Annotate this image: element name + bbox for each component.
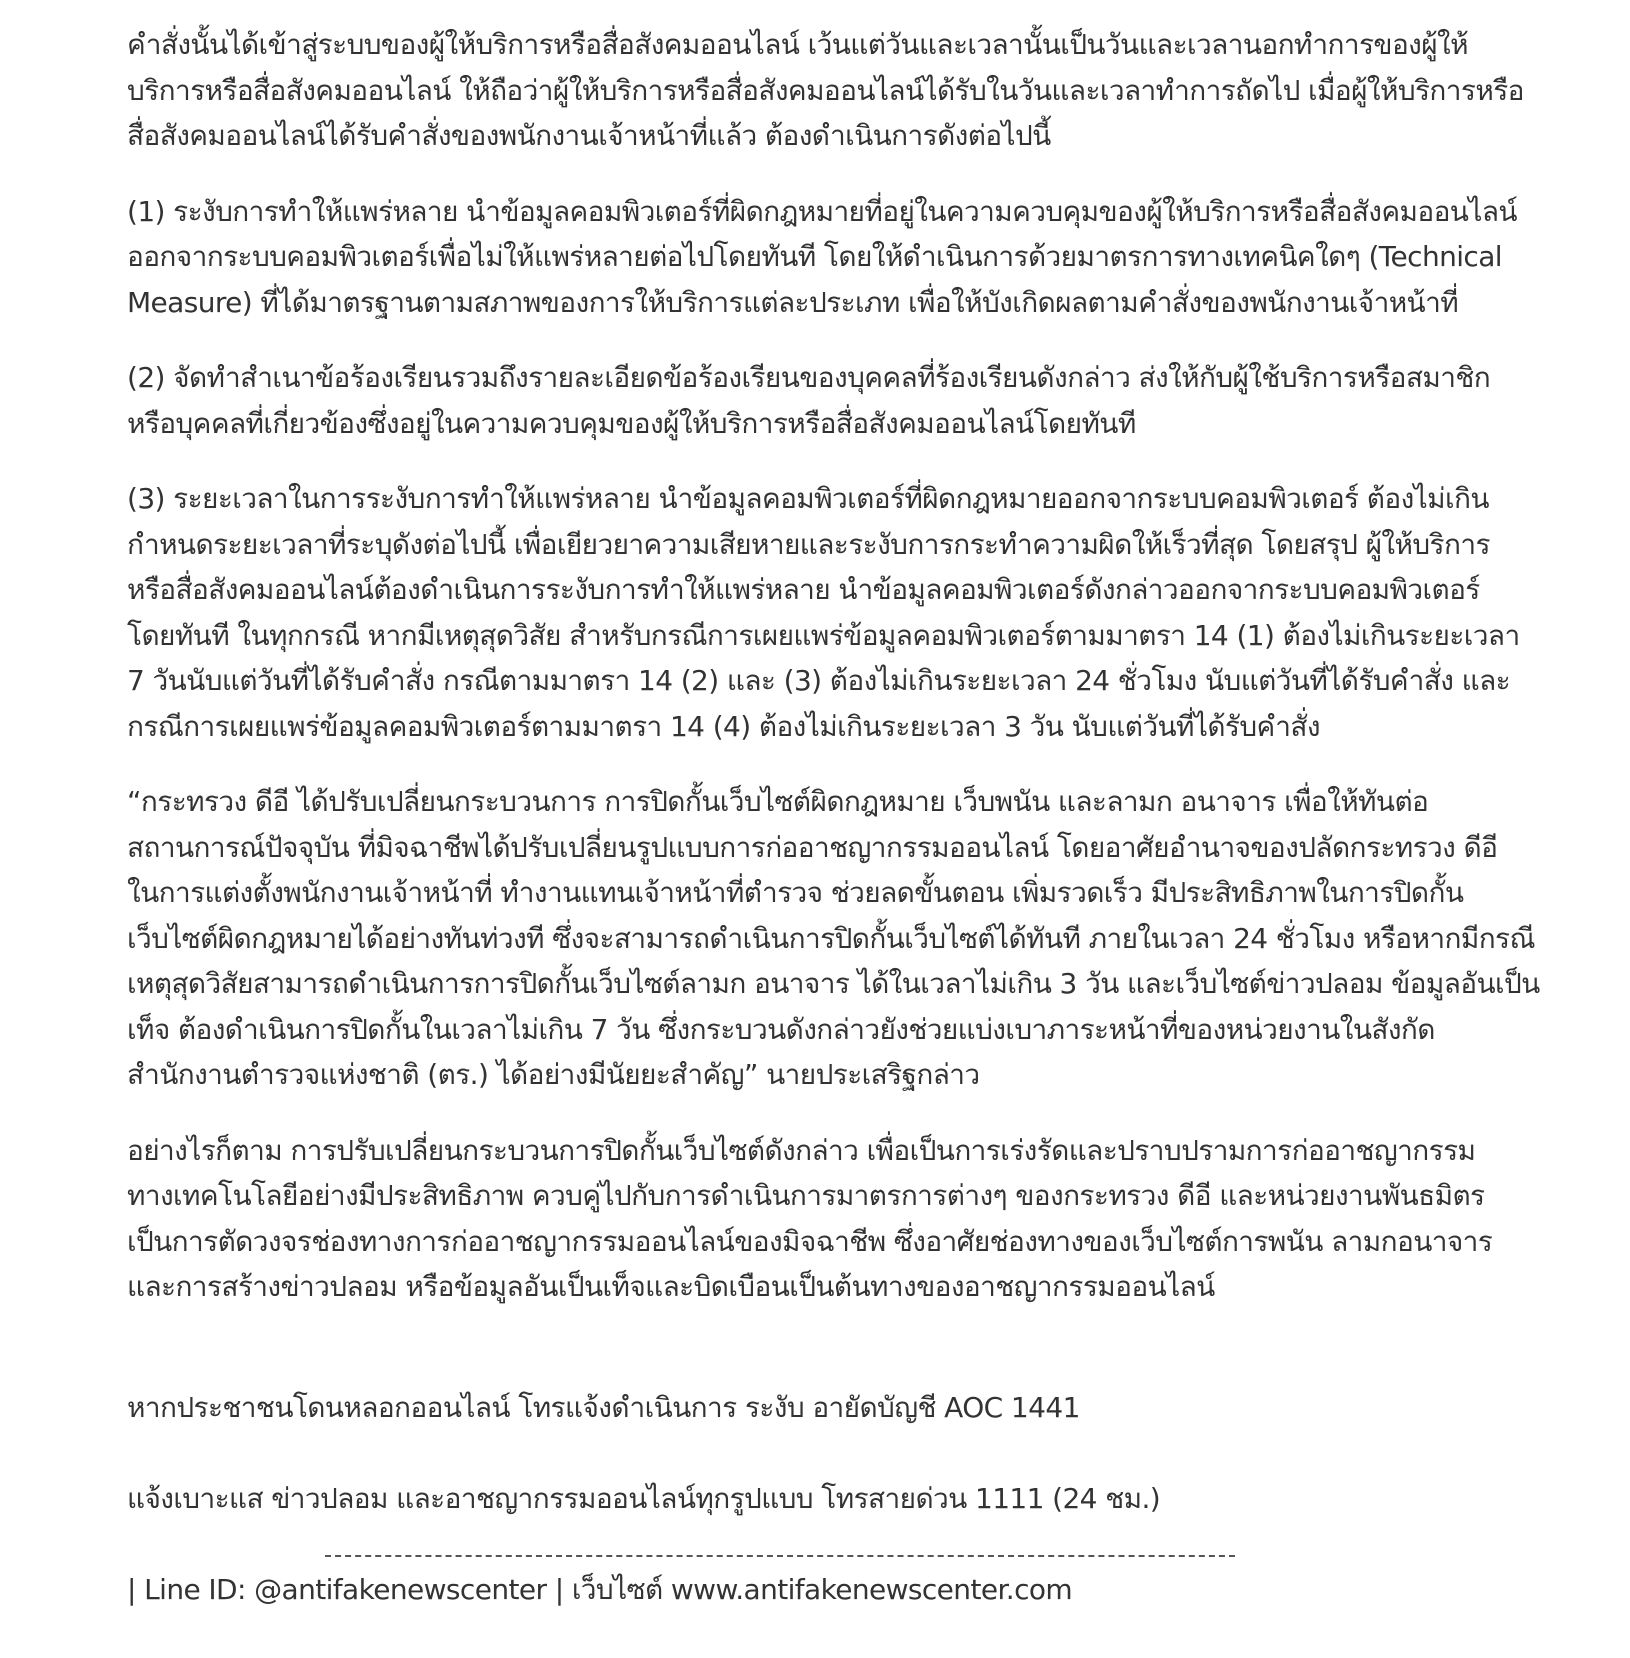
paragraph-quote: “กระทรวง ดีอี ได้ปรับเปลี่ยนกระบวนการ การปิดกั้นเว็บไซต์ผิดกฎหมาย เว็บพนัน และลามก อนาจาร เพื่อให้ทันต่อ สถานการณ์ปัจจุบัน ที่มิจฉาชีพได้ปรับเปลี่ยนรูปแบบการก่ออาชญากรรมออนไลน์ โดยอาศัยอำนาจของปลัดกระทรวง ดีอี ในการแต่งตั้งพนักงานเจ้าหน้าที่ ทำงานแทนเจ้าหน้าที่ตำรวจ ช่วยลดขั้นตอน เพิ่มรวดเร็ว มีประสิทธิภาพในการปิดกั้น เว็บไซต์ผิดกฎหมายได้อย่างทันท่วงที ซึ่งจะสามารถดำเนินการปิดกั้นเว็บไซต์ได้ทันที ภายในเวลา 24 ชั่วโมง หรือหากมีกรณี เหตุสุดวิสัยสามารถดำเนินการการปิดกั้นเว็บไซต์ลามก อนาจาร ได้ในเวลาไม่เกิน 3 วัน และเว็บไซต์ข่าวปลอม ข้อมูลอันเป็น เท็จ ต้องดำเนินการปิดกั้นในเวลาไม่เกิน 7 วัน ซึ่งกระบวนดังกล่าวยังช่วยแบ่งเบาภาระหน้าที่ของหน่วยงานในสังกัด สำนักงานตำรวจแห่งชาติ (ตร.) ได้อย่างมีนัยยะสำคัญ” นายประเสริฐกล่าว [127, 779, 1627, 1098]
contact-line-aoc: หากประชาชนโดนหลอกออนไลน์ โทรแจ้งดำเนินการ ระงับ อายัดบัญชี AOC 1441 [127, 1385, 1627, 1431]
paragraph-measure-1: (1) ระงับการทำให้แพร่หลาย นำข้อมูลคอมพิวเตอร์ที่ผิดกฎหมายที่อยู่ในความควบคุมของผู้ให้บริการหรือสื่อสังคมออนไลน์ ออกจากระบบคอมพิวเตอร์เพื่อไม่ให้แพร่หลายต่อไปโดยทันที โดยให้ดำเนินการด้วยมาตรการทางเทคนิคใดๆ (Technical Measure) ที่ได้มาตรฐานตามสภาพของการให้บริการแต่ละประเภท เพื่อให้บังเกิดผลตามคำสั่งของพนักงานเจ้าหน้าที่ [127, 189, 1627, 326]
contact-line-hotline: แจ้งเบาะแส ข่าวปลอม และอาชญากรรมออนไลน์ทุกรูปแบบ โทรสายด่วน 1111 (24 ชม.) [127, 1476, 1627, 1522]
dashed-divider [325, 1555, 1235, 1557]
contact-line-links: | Line ID: @antifakenewscenter | เว็บไซต์ www.antifakenewscenter.com [127, 1567, 1627, 1613]
paragraph-summary: อย่างไรก็ตาม การปรับเปลี่ยนกระบวนการปิดกั้นเว็บไซต์ดังกล่าว เพื่อเป็นการเร่งรัดและปราบปรามการก่ออาชญากรรม ทางเทคโนโลยีอย่างมีประสิทธิภาพ ควบคู่ไปกับการดำเนินการมาตรการต่างๆ ของกระทรวง ดีอี และหน่วยงานพันธมิตร เป็นการตัดวงจรช่องทางการก่ออาชญากรรมออนไลน์ของมิจฉาชีพ ซึ่งอาศัยช่องทางของเว็บไซต์การพนัน ลามกอนาจาร และการสร้างข่าวปลอม หรือข้อมูลอันเป็นเท็จและบิดเบือนเป็นต้นทางของอาชญากรรมออนไลน์ [127, 1128, 1627, 1310]
contact-info [127, 1340, 1627, 1658]
article-body [127, 22, 1627, 1658]
paragraph-measure-2: (2) จัดทำสำเนาข้อร้องเรียนรวมถึงรายละเอียดข้อร้องเรียนของบุคคลที่ร้องเรียนดังกล่าว ส่งให้กับผู้ใช้บริการหรือสมาชิก หรือบุคคลที่เกี่ยวข้องซึ่งอยู่ในความควบคุมของผู้ให้บริการหรือสื่อสังคมออนไลน์โดยทันที [127, 355, 1627, 446]
paragraph-measure-3: (3) ระยะเวลาในการระงับการทำให้แพร่หลาย นำข้อมูลคอมพิวเตอร์ที่ผิดกฎหมายออกจากระบบคอมพิวเตอร์ ต้องไม่เกิน กำหนดระยะเวลาที่ระบุดังต่อไปนี้ เพื่อเยียวยาความเสียหายและระงับการกระทำความผิดให้เร็วที่สุด โดยสรุป ผู้ให้บริการ หรือสื่อสังคมออนไลน์ต้องดำเนินการระงับการทำให้แพร่หลาย นำข้อมูลคอมพิวเตอร์ดังกล่าวออกจากระบบคอมพิวเตอร์ โดยทันที ในทุกกรณี หากมีเหตุสุดวิสัย สำหรับกรณีการเผยแพร่ข้อมูลคอมพิวเตอร์ตามมาตรา 14 (1) ต้องไม่เกินระยะเวลา 7 วันนับแต่วันที่ได้รับคำสั่ง กรณีตามมาตรา 14 (2) และ (3) ต้องไม่เกินระยะเวลา 24 ชั่วโมง นับแต่วันที่ได้รับคำสั่ง และ กรณีการเผยแพร่ข้อมูลคอมพิวเตอร์ตามมาตรา 14 (4) ต้องไม่เกินระยะเวลา 3 วัน นับแต่วันที่ได้รับคำสั่ง [127, 476, 1627, 749]
paragraph-order-receipt: คำสั่งนั้นได้เข้าสู่ระบบของผู้ให้บริการหรือสื่อสังคมออนไลน์ เว้นแต่วันและเวลานั้นเป็นวันและเวลานอกทำการของผู้ให้ บริการหรือสื่อสังคมออนไลน์ ให้ถือว่าผู้ให้บริการหรือสื่อสังคมออนไลน์ได้รับในวันและเวลาทำการถัดไป เมื่อผู้ให้บริการหรือ สื่อสังคมออนไลน์ได้รับคำสั่งของพนักงานเจ้าหน้าที่แล้ว ต้องดำเนินการดังต่อไปนี้ [127, 22, 1627, 159]
